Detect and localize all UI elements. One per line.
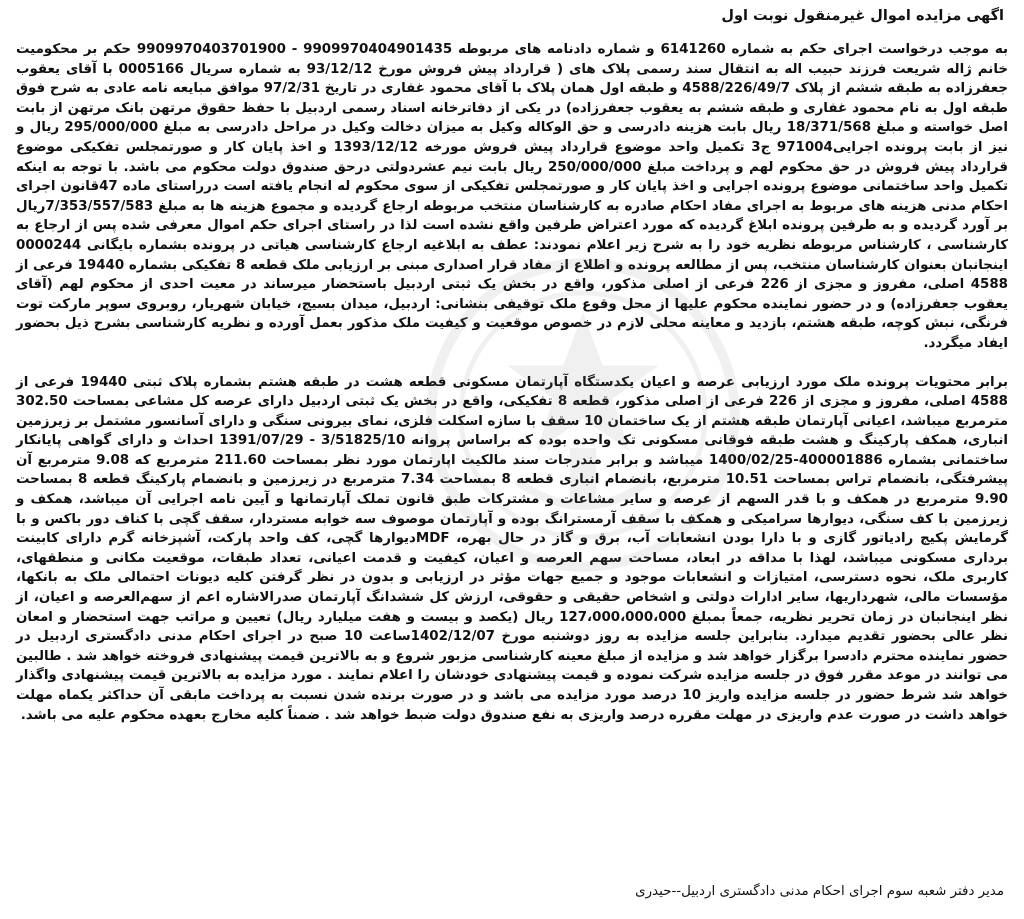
notice-title: اگهی مزایده اموال غیرمنقول نوبت اول <box>721 8 1004 24</box>
signature-line: مدیر دفتر شعبه سوم اجرای احکام مدنی دادگستری اردبیل--حیدری <box>635 884 1004 899</box>
notice-paragraph-2: برابر محتویات پرونده ملک مورد ارزیابی عرصه و اعیان یکدستگاه آپارتمان مسکونی قطعه هشت در طبقه هشتم بشماره پلاک ثبتی 19440 فرعی از 4588 اصلی، مفروز و مجزی از 226 فرعی از اصلی مذکور، قطعه 8 تفکیکی، واقع در بخش یک ثبتی اردبیل دارای عرصه کل مشاعی بمساحت 302.50 مترمربع میباشد، اعیانی آپارتمان طبقه هشتم از یک ساختمان 10 سقف با سازه اسکلت فلزی، نمای بیرونی سنگی و دارای آسانسور مشتمل بر زیرزمین انباری، همکف پارکینگ و هشت طبقه فوقانی مسکونی تک واحده بوده که براساس پروانه 3/51825/10 - 1391/07/29 احداث و دارای گواهی پایانکار ساختمانی بشماره 400001886-1400/02/25 میباشد و برابر مندرجات سند مالکیت اپارتمان مورد نظر بمساحت 211.60 مترمربع که 9.08 مترمربع آن پیشرفتگی، بانضمام تراس بمساحت 10.51 مترمربع، بانضمام انباری قطعه 8 بمساحت 7.34 مترمربع در زیرزمین و بانضمام پارکینگ قطعه 8 بمساحت 9.90 مترمربع در همکف و با قدر السهم از عرصه و سایر مشاعات و مشترکات طبق قانون تملک آپارتمانها و آیین نامه اجرایی آن میباشد، همکف و زیرزمین با کف سنگی، دیوارها سرامیکی و همکف با سقف آرمسترانگ بوده و آپارتمان موصوف سه خوابه مستردار، سقف گچی با کناف دور باکس و با گرمایش پکیج رادیاتور گازی و با دارا بودن انشعابات آب، برق و گاز در حال بهره، MDFدیوارها گچی، کف واحد پارکت، آشپزخانه گرم دارای کابینت برداری مسکونی میباشد، لهذا با مداقه در ابعاد، مساحت سهم العرصه و اعیان، کیفیت و قدمت اعیانی، تعداد طبقات، موقعیت مکانی و منطقهای، کاربری ملک، نحوه دسترسی، امتیازات و انشعابات موجود و جمیع جهات مؤثر در ارزیابی و بدون در نظر گرفتن کلیه دیونات احتمالی ملک به بانکها، مؤسسات مالی، شهرداریها، سایر ادارات دولتی و اشخاص حقیقی و حقوقی، ارزش کل ششدانگ آپارتمان صدرالاشاره اعم از سهم‌العرصه و اعیان، از نظر اینجانبان در زمان تحریر نظریه، جمعاً بمبلغ 127،000،000،000 ریال (یکصد و بیست و هفت میلیارد ریال) تعیین و مراتب جهت استحضار و امعان نظر عالی بحضور تقدیم میدارد. بنابراین جلسه مزایده به روز دوشنبه مورخ 1402/12/07ساعت 10 صبح در اجرای احکام مدنی دادگستری اردبیل در حضور نماینده محترم دادسرا برگزار خواهد شد و مزایده از مبلغ معینه کارشناسی مزبور شروع و به بالاترین قیمت پیشنهادی فروخته خواهد شد . طالبین می توانند در موعد مقرر فوق در جلسه مزایده شرکت نموده و قیمت پیشنهادی خودشان را اعلام نمایند . مورد مزایده به بالاترین قیمت پیشنهادی واگذار خواهد شد شرط حضور در جلسه مزایده واریز 10 درصد مورد مزایده می باشد و در صورت برنده شدن نسبت به پرداخت مابقی آن حداکثر یکماه مهلت خواهد داشت در صورت عدم واریزی در مهلت مقرره درصد واریزی به نفع صندوق دولت ضبط خواهد شد . ضمناً کلیه مخارج بعهده محکوم علیه می باشد. <box>15 374 1009 723</box>
notice-paragraph-1: به موجب درخواست اجرای حکم به شماره 6141260 و شماره دادنامه های مربوطه 9909970404901435 - 9909970403701900 حکم بر محکومیت خانم ژاله شریعت فرزند حبیب اله به انتقال سند رسمی پلاک های ( قرارداد پیش فروش مورخ 93/12/12 به شماره سریال 0005166 با آقای یعقوب جعفرزاده به طبقه ششم از پلاک 4588/226/49/7 و طبقه اول همان پلاک با آقای محمود غفاری در تاریخ 97/2/31 موافق مبایعه نامه عادی به شرح فوق طبقه اول به نام محمود غفاری و طبقه ششم به یعقوب جعفرزاده) در یکی از دفاترخانه اسناد رسمی اردبیل با حفظ حقوق مرتهن بانک مرتهن از بابت اصل خواسته و مبلغ 18/371/568 ریال بابت هزینه دادرسی و حق الوکاله وکیل به میزان دخالت وکیل در مراحل دادرسی به مبلغ 295/000/000 ریال و نیز از بابت پرونده اجرایی971004 ج3 تکمیل واحد موضوع قرارداد پیش فروش مورخه 1393/12/12 و اخذ پایان کار و صورتمجلس تفکیکی موضوع قرارداد پیش فروش در حق محکوم لهم و پرداخت مبلغ 250/000/000 ریال بابت نیم عشردولتی درحق صندوق دولت محکوم می باشد. با توجه به اینکه تکمیل واحد ساختمانی موضوع پرونده اجرایی و اخذ پایان کار و صورتمجلس تفکیکی از سوی محکوم له انجام یافته است درراستای ماده 47قانون اجرای احکام مدنی هزینه های مربوط به اجرای مفاد احکام صادره به کارشناسان منتخب مربوطه ارجاع گردیده و مجموع هزینه ها به مبلغ 7/353/557/583ریال بر آورد گردیده و به طرفین پرونده ابلاغ گردیده که مورد اعتراض طرفین واقع نشده است لذا در راستای اجرای حکم اموال معرفی شده پس از ارجاع به کارشناسی ، کارشناس مربوطه نظریه خود را به شرح زیر اعلام نمودند: عطف به ابلاغیه ارجاع کارشناسی هیاتی در پرونده بشماره بایگانی 0000244 اینجانبان بعنوان کارشناسان منتخب، پس از مطالعه پرونده و اطلاع از مفاد قرار اصداری مبنی بر ارزیابی ملک قطعه 8 تفکیکی بشماره 19440 فرعی از 4588 اصلی، مفروز و مجزی از 226 فرعی از اصلی مذکور، واقع در بخش یک ثبتی اردبیل باستحضار میرساند در معیت احدی از محکوم لهم (آقای یعقوب جعفرزاده) و در حضور نماینده محکوم علیها از محل وقوع ملک توقیفی بنشانی: اردبیل، میدان بسیج، خیابان شهریار، روبروی سوپر مارکت توت فرنگی، نبش کوچه، طبقه هشتم، بازدید و معاینه محلی لازم در خصوص موقعیت و کیفیت ملک مذکور بعمل آورده و نظریه کارشناسی بشرح ذیل بحضور ایفاد میگردد. <box>16 42 1009 351</box>
